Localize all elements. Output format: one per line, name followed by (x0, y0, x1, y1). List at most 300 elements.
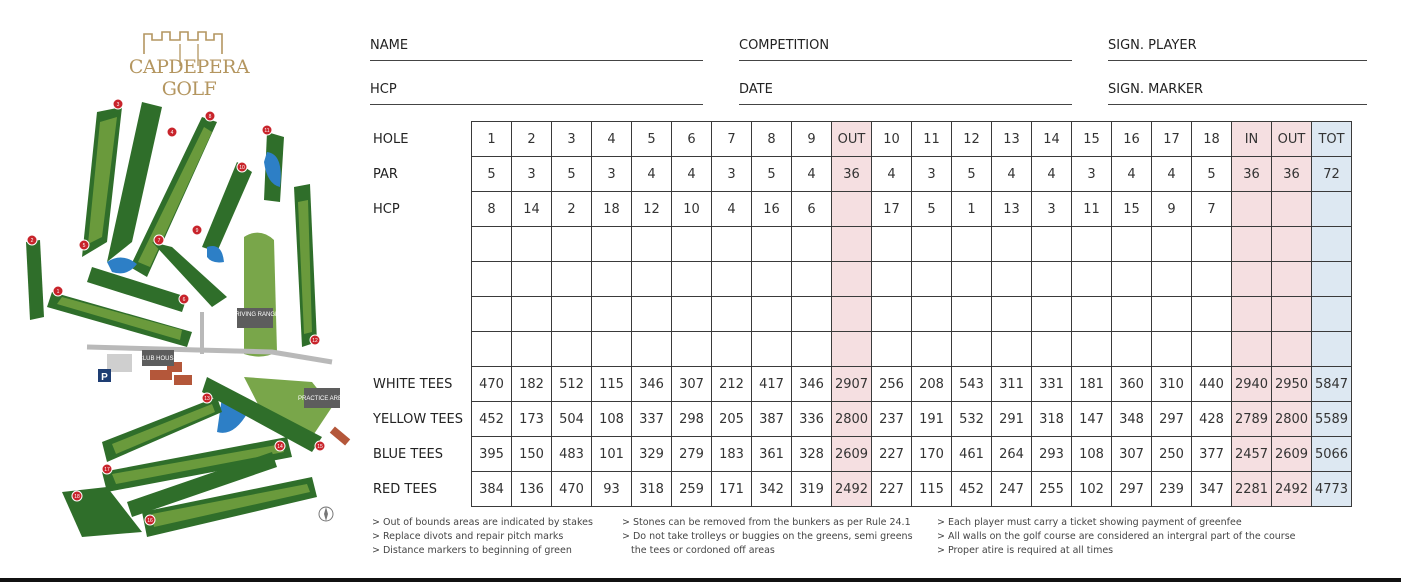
scorecard-cell: 10 (872, 122, 912, 157)
hole-number-label: 12 (312, 338, 318, 344)
score-cell[interactable] (552, 262, 592, 297)
score-cell[interactable] (832, 297, 872, 332)
scorecard-cell: 4 (792, 157, 832, 192)
score-cell[interactable] (1312, 297, 1352, 332)
scorecard-cell: 452 (472, 402, 512, 437)
score-cell[interactable] (1192, 262, 1232, 297)
scorecard-cell: 7 (1192, 192, 1232, 227)
score-cell[interactable] (752, 297, 792, 332)
hole-row (370, 122, 1352, 157)
scorecard-cell: 2 (512, 122, 552, 157)
score-cell[interactable] (1232, 332, 1272, 367)
scorecard-cell: 102 (1072, 472, 1112, 507)
score-cell[interactable] (872, 227, 912, 262)
score-entry-row (370, 332, 1352, 367)
scorecard-cell (832, 192, 872, 227)
blue-tees-row (370, 437, 1352, 472)
score-cell[interactable] (792, 262, 832, 297)
hcp-label: HCP (370, 82, 397, 97)
note-item: > Stones can be removed from the bunkers as per Rule 24.1 (622, 517, 911, 528)
note-item: > Out of bounds areas are indicated by stakes (372, 517, 593, 528)
hole-number-label: 14 (277, 444, 283, 450)
scorecard-cell: 2609 (832, 437, 872, 472)
yellow-tees-row (370, 402, 1352, 437)
score-cell[interactable] (1272, 227, 1312, 262)
scorecard-cell: 136 (512, 472, 552, 507)
scorecard-cell: 147 (1072, 402, 1112, 437)
scorecard-cell: 2800 (1272, 402, 1312, 437)
scorecard-cell: 4 (592, 122, 632, 157)
score-cell[interactable] (1032, 297, 1072, 332)
scorecard-cell: 3 (552, 122, 592, 157)
scorecard-cell: 329 (632, 437, 672, 472)
row-label (370, 297, 472, 332)
scorecard-cell: 15 (1112, 192, 1152, 227)
hole-number-label: 4 (170, 130, 174, 136)
score-cell[interactable] (712, 262, 752, 297)
scorecard-cell: OUT (1272, 122, 1312, 157)
score-cell[interactable] (552, 332, 592, 367)
score-cell[interactable] (952, 297, 992, 332)
scorecard-cell: 5 (752, 157, 792, 192)
scorecard-cell: 307 (1112, 437, 1152, 472)
score-cell[interactable] (912, 227, 952, 262)
score-cell[interactable] (1272, 297, 1312, 332)
row-label: HOLE (373, 131, 409, 147)
scorecard-cell: 3 (712, 157, 752, 192)
score-cell[interactable] (992, 262, 1032, 297)
scorecard-cell: 2609 (1272, 437, 1312, 472)
score-cell[interactable] (1032, 332, 1072, 367)
name-label: NAME (370, 38, 409, 53)
competition-field[interactable] (739, 36, 1072, 61)
scorecard-cell: 150 (512, 437, 552, 472)
scorecard-cell: 259 (672, 472, 712, 507)
score-cell[interactable] (992, 227, 1032, 262)
row-label (370, 227, 472, 262)
score-cell[interactable] (592, 297, 632, 332)
score-cell[interactable] (952, 332, 992, 367)
hole-number-label: 18 (74, 494, 80, 500)
scorecard-cell: 2950 (1272, 367, 1312, 402)
row-label: HCP (373, 201, 400, 217)
scorecard-cell: 318 (1032, 402, 1072, 437)
score-cell[interactable] (872, 332, 912, 367)
scorecard-cell: 181 (1072, 367, 1112, 402)
hole-number-label: 9 (195, 228, 199, 234)
scorecard-cell: 1 (952, 192, 992, 227)
score-cell[interactable] (632, 297, 672, 332)
scorecard-cell: 361 (752, 437, 792, 472)
score-cell[interactable] (1192, 332, 1232, 367)
scorecard-cell: TOT (1312, 122, 1352, 157)
score-cell[interactable] (672, 227, 712, 262)
score-cell[interactable] (472, 262, 512, 297)
scorecard-cell: 360 (1112, 367, 1152, 402)
score-cell[interactable] (472, 227, 512, 262)
score-cell[interactable] (672, 297, 712, 332)
score-cell[interactable] (912, 332, 952, 367)
score-cell[interactable] (1032, 227, 1072, 262)
scorecard-cell: 470 (472, 367, 512, 402)
scorecard-cell: 72 (1312, 157, 1352, 192)
score-cell[interactable] (592, 227, 632, 262)
scorecard-cell: 297 (1112, 472, 1152, 507)
score-cell[interactable] (632, 332, 672, 367)
scorecard-cell: 17 (872, 192, 912, 227)
score-cell[interactable] (1152, 227, 1192, 262)
score-cell[interactable] (792, 332, 832, 367)
score-cell[interactable] (1112, 227, 1152, 262)
scorecard-cell: OUT (832, 122, 872, 157)
scorecard-cell: 331 (1032, 367, 1072, 402)
sign-player-field[interactable] (1108, 36, 1367, 61)
scorecard-cell: 346 (792, 367, 832, 402)
sign-marker-label: SIGN. MARKER (1108, 82, 1204, 97)
sign-player-label: SIGN. PLAYER (1108, 38, 1197, 53)
scorecard-cell: 298 (672, 402, 712, 437)
score-cell[interactable] (752, 262, 792, 297)
scorecard-table (370, 121, 1352, 507)
scorecard-cell: 108 (1072, 437, 1112, 472)
score-cell[interactable] (1232, 297, 1272, 332)
scorecard-cell: 4 (1112, 157, 1152, 192)
score-cell[interactable] (672, 262, 712, 297)
scorecard-cell: 255 (1032, 472, 1072, 507)
score-cell[interactable] (992, 332, 1032, 367)
scorecard-cell: 3 (1032, 192, 1072, 227)
scorecard-cell: 336 (792, 402, 832, 437)
score-cell[interactable] (1112, 332, 1152, 367)
scorecard-cell: 3 (912, 157, 952, 192)
score-cell[interactable] (912, 262, 952, 297)
scorecard-cell (1272, 192, 1312, 227)
row-label: YELLOW TEES (373, 411, 464, 427)
score-cell[interactable] (592, 262, 632, 297)
score-cell[interactable] (1312, 262, 1352, 297)
scorecard-cell: 328 (792, 437, 832, 472)
scorecard-cell: 279 (672, 437, 712, 472)
scorecard-cell: 14 (1032, 122, 1072, 157)
score-cell[interactable] (992, 297, 1032, 332)
scorecard-cell: 4773 (1312, 472, 1352, 507)
score-cell[interactable] (1272, 262, 1312, 297)
scorecard-cell: 4 (672, 157, 712, 192)
score-cell[interactable] (952, 227, 992, 262)
hole-number-label: 5 (82, 243, 86, 249)
score-cell[interactable] (872, 297, 912, 332)
scorecard-cell: IN (1232, 122, 1272, 157)
score-cell[interactable] (1072, 297, 1112, 332)
hole-number-label: 7 (157, 238, 161, 244)
scorecard-cell: 293 (1032, 437, 1072, 472)
hole-number-label: 2 (30, 238, 34, 244)
score-cell[interactable] (1272, 332, 1312, 367)
scorecard-cell: 4 (1152, 157, 1192, 192)
scorecard-cell: 12 (952, 122, 992, 157)
score-cell[interactable] (832, 332, 872, 367)
scorecard-cell: 3 (1072, 157, 1112, 192)
date-field[interactable] (739, 80, 1072, 105)
scorecard-cell: 311 (992, 367, 1032, 402)
row-label (370, 332, 472, 367)
hcp-row (370, 192, 1352, 227)
scorecard-cell: 387 (752, 402, 792, 437)
scorecard-cell: 9 (1152, 192, 1192, 227)
note-item: > Do not take trolleys or buggies on the greens, semi greens (622, 531, 913, 542)
scorecard-cell: 5847 (1312, 367, 1352, 402)
scorecard-cell: 2907 (832, 367, 872, 402)
score-cell[interactable] (632, 262, 672, 297)
scorecard-cell: 183 (712, 437, 752, 472)
scorecard-cell: 256 (872, 367, 912, 402)
hole-number-label: 17 (104, 467, 110, 473)
hole-number-label: 6 (182, 297, 186, 303)
par-row (370, 157, 1352, 192)
scorecard-cell: 16 (1112, 122, 1152, 157)
scorecard-cell: 2800 (832, 402, 872, 437)
score-cell[interactable] (512, 262, 552, 297)
scorecard-cell: 247 (992, 472, 1032, 507)
hole-number-label: 3 (116, 102, 120, 108)
scorecard-cell: 191 (912, 402, 952, 437)
score-cell[interactable] (1312, 227, 1352, 262)
scorecard-cell: 297 (1152, 402, 1192, 437)
scorecard-cell: 208 (912, 367, 952, 402)
scorecard-cell: 5 (912, 192, 952, 227)
score-entry-row (370, 227, 1352, 262)
score-cell[interactable] (792, 297, 832, 332)
scorecard-cell: 182 (512, 367, 552, 402)
score-cell[interactable] (1192, 297, 1232, 332)
scorecard-cell: 2492 (832, 472, 872, 507)
scorecard-cell: 171 (712, 472, 752, 507)
scorecard-cell: 16 (752, 192, 792, 227)
scorecard-cell: 11 (1072, 192, 1112, 227)
scorecard-cell: 18 (1192, 122, 1232, 157)
scorecard-cell: 5 (552, 157, 592, 192)
scorecard-cell: 205 (712, 402, 752, 437)
scorecard-cell: 13 (992, 122, 1032, 157)
sign-marker-field[interactable] (1108, 80, 1367, 105)
row-label: WHITE TEES (373, 376, 453, 392)
score-cell[interactable] (752, 227, 792, 262)
score-cell[interactable] (912, 297, 952, 332)
notes-column-3 (937, 516, 1296, 558)
scorecard-cell: 2281 (1232, 472, 1272, 507)
scorecard-cell: 483 (552, 437, 592, 472)
score-cell[interactable] (712, 297, 752, 332)
logo-text: CAPDEPERA GOLF (128, 56, 250, 100)
score-cell[interactable] (592, 332, 632, 367)
practice-area-label: PRACTICE AREA (297, 396, 347, 402)
note-item: the tees or cordoned off areas (622, 545, 775, 556)
scorecard-cell: 1 (472, 122, 512, 157)
scorecard-cell: 108 (592, 402, 632, 437)
scorecard-cell: 384 (472, 472, 512, 507)
score-cell[interactable] (552, 297, 592, 332)
scorecard-cell: 428 (1192, 402, 1232, 437)
score-cell[interactable] (792, 227, 832, 262)
row-label: BLUE TEES (373, 446, 443, 462)
score-entry-row (370, 297, 1352, 332)
score-cell[interactable] (1072, 227, 1112, 262)
red-tees-row (370, 472, 1352, 507)
scorecard-cell: 11 (912, 122, 952, 157)
score-cell[interactable] (512, 332, 552, 367)
scorecard-cell: 318 (632, 472, 672, 507)
hole-number-label: 10 (239, 165, 245, 171)
score-cell[interactable] (1152, 297, 1192, 332)
scorecard-cell: 10 (672, 192, 712, 227)
hcp-field[interactable] (370, 80, 703, 105)
scorecard-cell: 170 (912, 437, 952, 472)
scorecard-cell: 173 (512, 402, 552, 437)
notes-column-1 (372, 516, 593, 558)
scorecard-cell: 5 (952, 157, 992, 192)
scorecard-cell: 6 (672, 122, 712, 157)
scorecard-cell: 504 (552, 402, 592, 437)
score-cell[interactable] (1312, 332, 1352, 367)
scorecard-cell: 8 (752, 122, 792, 157)
scorecard-cell: 5 (472, 157, 512, 192)
score-cell[interactable] (1192, 227, 1232, 262)
driving-range-label: DRIVING RANGE (230, 312, 280, 318)
scorecard-cell: 8 (472, 192, 512, 227)
scorecard-cell: 307 (672, 367, 712, 402)
notes-column-2 (622, 516, 913, 558)
scorecard-cell: 227 (872, 437, 912, 472)
club-house-label: CLUB HOUSE (138, 356, 178, 362)
score-cell[interactable] (872, 262, 912, 297)
scorecard-cell: 2940 (1232, 367, 1272, 402)
scorecard-cell: 337 (632, 402, 672, 437)
scorecard-cell: 12 (632, 192, 672, 227)
score-cell[interactable] (1112, 297, 1152, 332)
svg-text:P: P (101, 372, 108, 383)
scorecard-cell: 18 (592, 192, 632, 227)
scorecard-cell: 14 (512, 192, 552, 227)
scorecard-cell: 4 (712, 192, 752, 227)
scorecard-cell: 348 (1112, 402, 1152, 437)
hole-number-label: 13 (204, 396, 210, 402)
hole-number-label: 11 (264, 128, 270, 134)
scorecard-cell: 9 (792, 122, 832, 157)
score-cell[interactable] (832, 227, 872, 262)
scorecard-cell: 264 (992, 437, 1032, 472)
score-cell[interactable] (1152, 332, 1192, 367)
scorecard-cell: 395 (472, 437, 512, 472)
scorecard-cell: 115 (592, 367, 632, 402)
score-entry-row (370, 262, 1352, 297)
scorecard-cell: 5066 (1312, 437, 1352, 472)
note-item: > Each player must carry a ticket showing payment of greenfee (937, 517, 1242, 528)
score-cell[interactable] (1152, 262, 1192, 297)
scorecard-cell: 543 (952, 367, 992, 402)
scorecard-cell: 3 (512, 157, 552, 192)
scorecard-cell: 2457 (1232, 437, 1272, 472)
scorecard-cell: 417 (752, 367, 792, 402)
scorecard-cell: 310 (1152, 367, 1192, 402)
scorecard-cell: 3 (592, 157, 632, 192)
note-item: > Distance markers to beginning of green (372, 545, 572, 556)
score-cell[interactable] (832, 262, 872, 297)
score-cell[interactable] (672, 332, 712, 367)
driving-range-area (244, 233, 277, 357)
scorecard-cell: 5 (632, 122, 672, 157)
score-cell[interactable] (552, 227, 592, 262)
scorecard-cell (1312, 192, 1352, 227)
score-cell[interactable] (512, 297, 552, 332)
scorecard-cell: 4 (992, 157, 1032, 192)
hole-number-label: 16 (147, 518, 153, 524)
name-field[interactable] (370, 36, 703, 61)
scorecard-cell: 7 (712, 122, 752, 157)
scorecard-cell: 440 (1192, 367, 1232, 402)
hole-number-label: 1 (56, 289, 60, 295)
row-label (370, 262, 472, 297)
scorecard-cell: 347 (1192, 472, 1232, 507)
score-cell[interactable] (1072, 332, 1112, 367)
note-item: > Proper atire is required at all times (937, 545, 1114, 556)
score-cell[interactable] (472, 332, 512, 367)
score-cell[interactable] (472, 297, 512, 332)
scorecard-cell: 36 (1232, 157, 1272, 192)
note-item: > Replace divots and repair pitch marks (372, 531, 564, 542)
score-cell[interactable] (952, 262, 992, 297)
scorecard-cell: 512 (552, 367, 592, 402)
score-cell[interactable] (632, 227, 672, 262)
score-cell[interactable] (1072, 262, 1112, 297)
row-label: PAR (373, 166, 398, 182)
scorecard-cell: 13 (992, 192, 1032, 227)
scorecard-cell: 6 (792, 192, 832, 227)
hole-number-label: 8 (208, 114, 212, 120)
white-tees-row (370, 367, 1352, 402)
scorecard-cell: 101 (592, 437, 632, 472)
scorecard-cell: 2789 (1232, 402, 1272, 437)
scorecard-cell: 342 (752, 472, 792, 507)
score-cell[interactable] (1232, 227, 1272, 262)
scorecard-cell: 4 (632, 157, 672, 192)
scorecard-cell: 212 (712, 367, 752, 402)
scorecard-cell: 237 (872, 402, 912, 437)
scorecard-cell: 532 (952, 402, 992, 437)
score-cell[interactable] (712, 332, 752, 367)
scorecard-cell: 470 (552, 472, 592, 507)
scorecard-cell: 36 (832, 157, 872, 192)
score-cell[interactable] (512, 227, 552, 262)
score-cell[interactable] (1112, 262, 1152, 297)
scorecard-cell: 17 (1152, 122, 1192, 157)
bottom-rule (0, 578, 1401, 582)
scorecard-cell: 346 (632, 367, 672, 402)
score-cell[interactable] (712, 227, 752, 262)
scorecard-cell: 250 (1152, 437, 1192, 472)
scorecard-cell: 93 (592, 472, 632, 507)
score-cell[interactable] (752, 332, 792, 367)
scorecard-cell: 2492 (1272, 472, 1312, 507)
scorecard-cell: 377 (1192, 437, 1232, 472)
scorecard-cell: 2 (552, 192, 592, 227)
scorecard-cell: 115 (912, 472, 952, 507)
scorecard-cell: 239 (1152, 472, 1192, 507)
scorecard-cell: 36 (1272, 157, 1312, 192)
hole-number-label: 15 (317, 444, 323, 450)
scorecard-cell: 319 (792, 472, 832, 507)
score-cell[interactable] (1032, 262, 1072, 297)
score-cell[interactable] (1232, 262, 1272, 297)
